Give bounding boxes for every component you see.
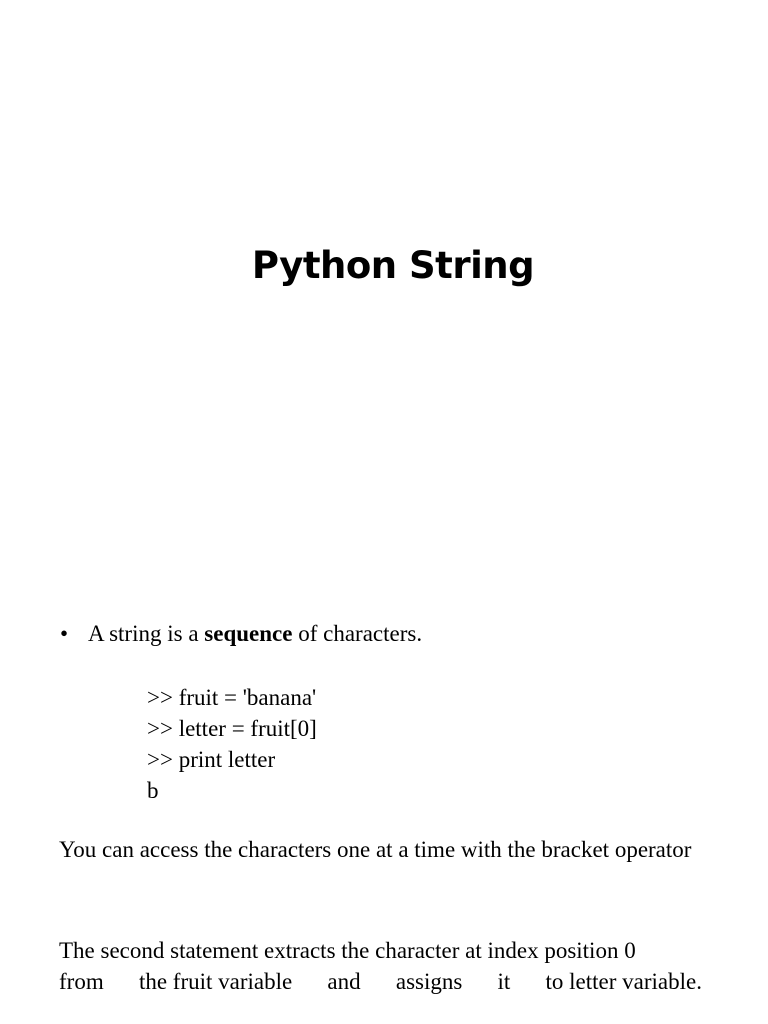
code-output: b xyxy=(147,778,159,803)
word: assigns xyxy=(395,969,463,994)
word: from xyxy=(59,969,104,994)
explanation-paragraph-2 xyxy=(59,935,709,997)
bullet-text-after: of characters. xyxy=(292,621,423,646)
bullet-marker: • xyxy=(60,621,69,646)
code-line: >> print letter xyxy=(147,747,276,772)
paragraph-line: The second statement extracts the character at index position 0 xyxy=(59,938,636,963)
word: to letter variable. xyxy=(545,969,702,994)
word: and xyxy=(327,969,361,994)
explanation-paragraph: You can access the characters one at a time with the bracket operator xyxy=(59,837,692,862)
word: it xyxy=(497,969,511,994)
paragraph-line-justified xyxy=(59,966,702,997)
bullet-item xyxy=(60,619,422,649)
code-line: >> fruit = 'banana' xyxy=(147,685,317,710)
bullet-emphasis: sequence xyxy=(204,621,293,646)
page-title: Python String xyxy=(251,244,535,287)
code-line: >> letter = fruit[0] xyxy=(147,716,317,741)
code-example xyxy=(147,682,317,806)
bullet-text-before: A string is a xyxy=(88,621,205,646)
word: the fruit variable xyxy=(138,969,293,994)
